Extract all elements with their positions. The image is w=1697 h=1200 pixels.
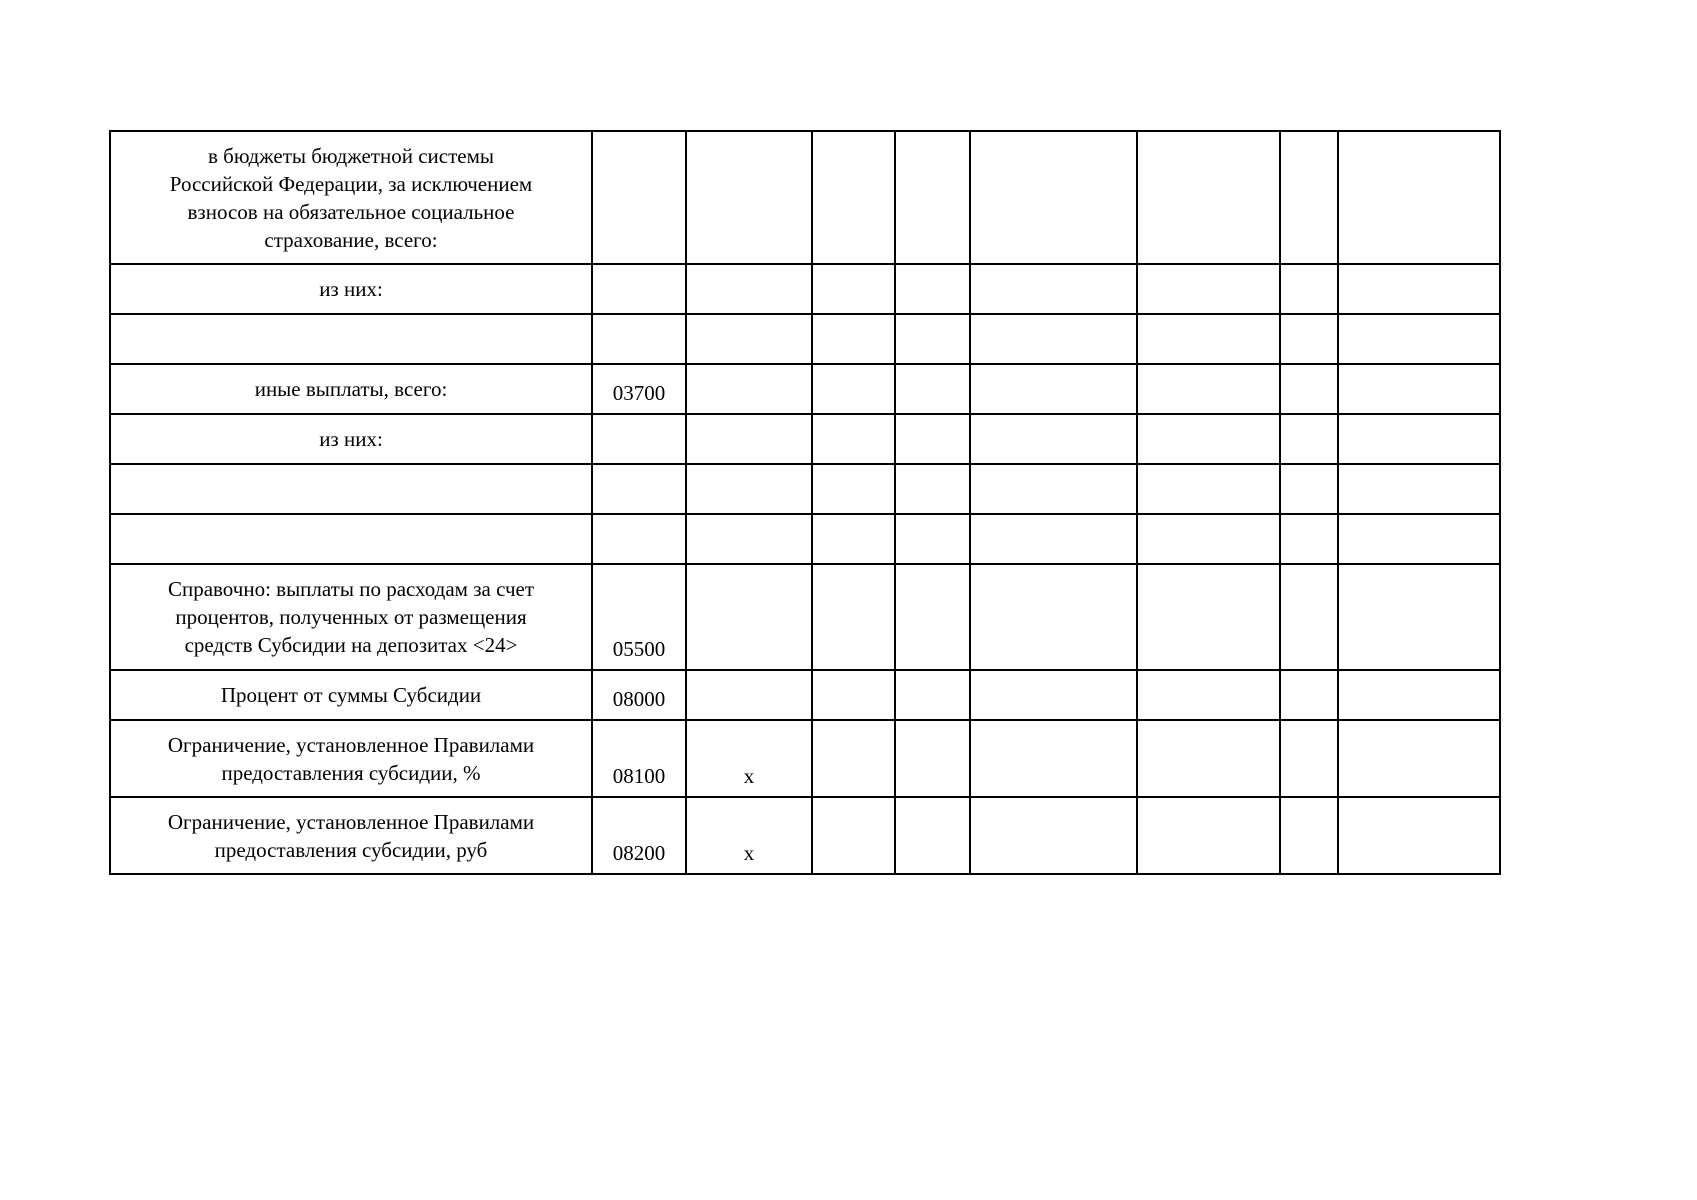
row-label: иные выплаты, всего: [110, 364, 592, 414]
row-code: 08200 [592, 797, 686, 874]
report-table [109, 130, 1501, 875]
empty-cell [1280, 464, 1338, 514]
empty-cell [1137, 314, 1280, 364]
empty-cell [1338, 464, 1500, 514]
row-label: из них: [110, 414, 592, 464]
empty-cell [812, 797, 895, 874]
empty-cell [812, 564, 895, 670]
empty-cell [970, 364, 1137, 414]
empty-cell [1280, 364, 1338, 414]
table-row [110, 797, 1500, 874]
empty-cell [970, 797, 1137, 874]
empty-cell [812, 131, 895, 264]
row-label: из них: [110, 264, 592, 314]
empty-cell [1280, 131, 1338, 264]
empty-cell [895, 264, 970, 314]
row-label: Ограничение, установленное Правилами предоставления субсидии, руб [110, 797, 592, 874]
empty-cell [812, 264, 895, 314]
empty-cell [1338, 670, 1500, 720]
empty-cell [1338, 314, 1500, 364]
row-code: 03700 [592, 364, 686, 414]
row-value-cell [686, 464, 812, 514]
empty-cell [970, 464, 1137, 514]
empty-cell [970, 670, 1137, 720]
empty-cell [1137, 464, 1280, 514]
empty-cell [1338, 720, 1500, 797]
empty-cell [1280, 264, 1338, 314]
empty-cell [895, 414, 970, 464]
empty-cell [1137, 564, 1280, 670]
empty-cell [895, 720, 970, 797]
table-row [110, 464, 1500, 514]
row-label [110, 314, 592, 364]
row-code [592, 414, 686, 464]
empty-cell [895, 670, 970, 720]
table-row [110, 264, 1500, 314]
row-label: в бюджеты бюджетной системы Российской Федерации, за исключением взносов на обязательное социальное страхование, всего: [110, 131, 592, 264]
empty-cell [812, 670, 895, 720]
table-body [110, 131, 1500, 874]
empty-cell [1280, 564, 1338, 670]
empty-cell [812, 464, 895, 514]
row-code [592, 464, 686, 514]
empty-cell [1280, 797, 1338, 874]
empty-cell [970, 414, 1137, 464]
empty-cell [812, 720, 895, 797]
row-code [592, 314, 686, 364]
empty-cell [812, 314, 895, 364]
empty-cell [812, 364, 895, 414]
row-value-cell [686, 564, 812, 670]
empty-cell [1137, 414, 1280, 464]
empty-cell [1137, 514, 1280, 564]
row-label [110, 464, 592, 514]
row-value-cell [686, 131, 812, 264]
empty-cell [895, 797, 970, 874]
row-value-cell [686, 264, 812, 314]
empty-cell [895, 364, 970, 414]
row-label: Ограничение, установленное Правилами предоставления субсидии, % [110, 720, 592, 797]
empty-cell [970, 264, 1137, 314]
table-row [110, 131, 1500, 264]
row-value-cell: x [686, 720, 812, 797]
row-code [592, 131, 686, 264]
table-row [110, 670, 1500, 720]
row-code: 05500 [592, 564, 686, 670]
row-value-cell: x [686, 797, 812, 874]
empty-cell [1338, 564, 1500, 670]
empty-cell [812, 414, 895, 464]
row-code: 08100 [592, 720, 686, 797]
row-label [110, 514, 592, 564]
row-value-cell [686, 670, 812, 720]
empty-cell [1280, 670, 1338, 720]
empty-cell [1280, 314, 1338, 364]
empty-cell [895, 514, 970, 564]
empty-cell [1137, 364, 1280, 414]
table-row [110, 514, 1500, 564]
row-code: 08000 [592, 670, 686, 720]
empty-cell [1338, 264, 1500, 314]
empty-cell [1280, 414, 1338, 464]
empty-cell [1137, 720, 1280, 797]
row-value-cell [686, 414, 812, 464]
empty-cell [895, 131, 970, 264]
empty-cell [970, 514, 1137, 564]
empty-cell [1338, 131, 1500, 264]
empty-cell [1338, 797, 1500, 874]
empty-cell [1137, 797, 1280, 874]
row-code [592, 514, 686, 564]
empty-cell [1338, 364, 1500, 414]
empty-cell [1338, 414, 1500, 464]
row-value-cell [686, 314, 812, 364]
row-value-cell [686, 364, 812, 414]
table-row [110, 364, 1500, 414]
empty-cell [1280, 720, 1338, 797]
empty-cell [895, 564, 970, 670]
table-row [110, 564, 1500, 670]
empty-cell [1338, 514, 1500, 564]
empty-cell [1137, 670, 1280, 720]
empty-cell [1137, 131, 1280, 264]
row-label: Процент от суммы Субсидии [110, 670, 592, 720]
empty-cell [970, 314, 1137, 364]
empty-cell [1280, 514, 1338, 564]
row-value-cell [686, 514, 812, 564]
empty-cell [895, 314, 970, 364]
empty-cell [895, 464, 970, 514]
empty-cell [812, 514, 895, 564]
row-label: Справочно: выплаты по расходам за счет процентов, полученных от размещения средств Субсидии на депозитах <24> [110, 564, 592, 670]
empty-cell [1137, 264, 1280, 314]
table-row [110, 720, 1500, 797]
table-row [110, 414, 1500, 464]
empty-cell [970, 131, 1137, 264]
empty-cell [970, 720, 1137, 797]
row-code [592, 264, 686, 314]
table-row [110, 314, 1500, 364]
empty-cell [970, 564, 1137, 670]
